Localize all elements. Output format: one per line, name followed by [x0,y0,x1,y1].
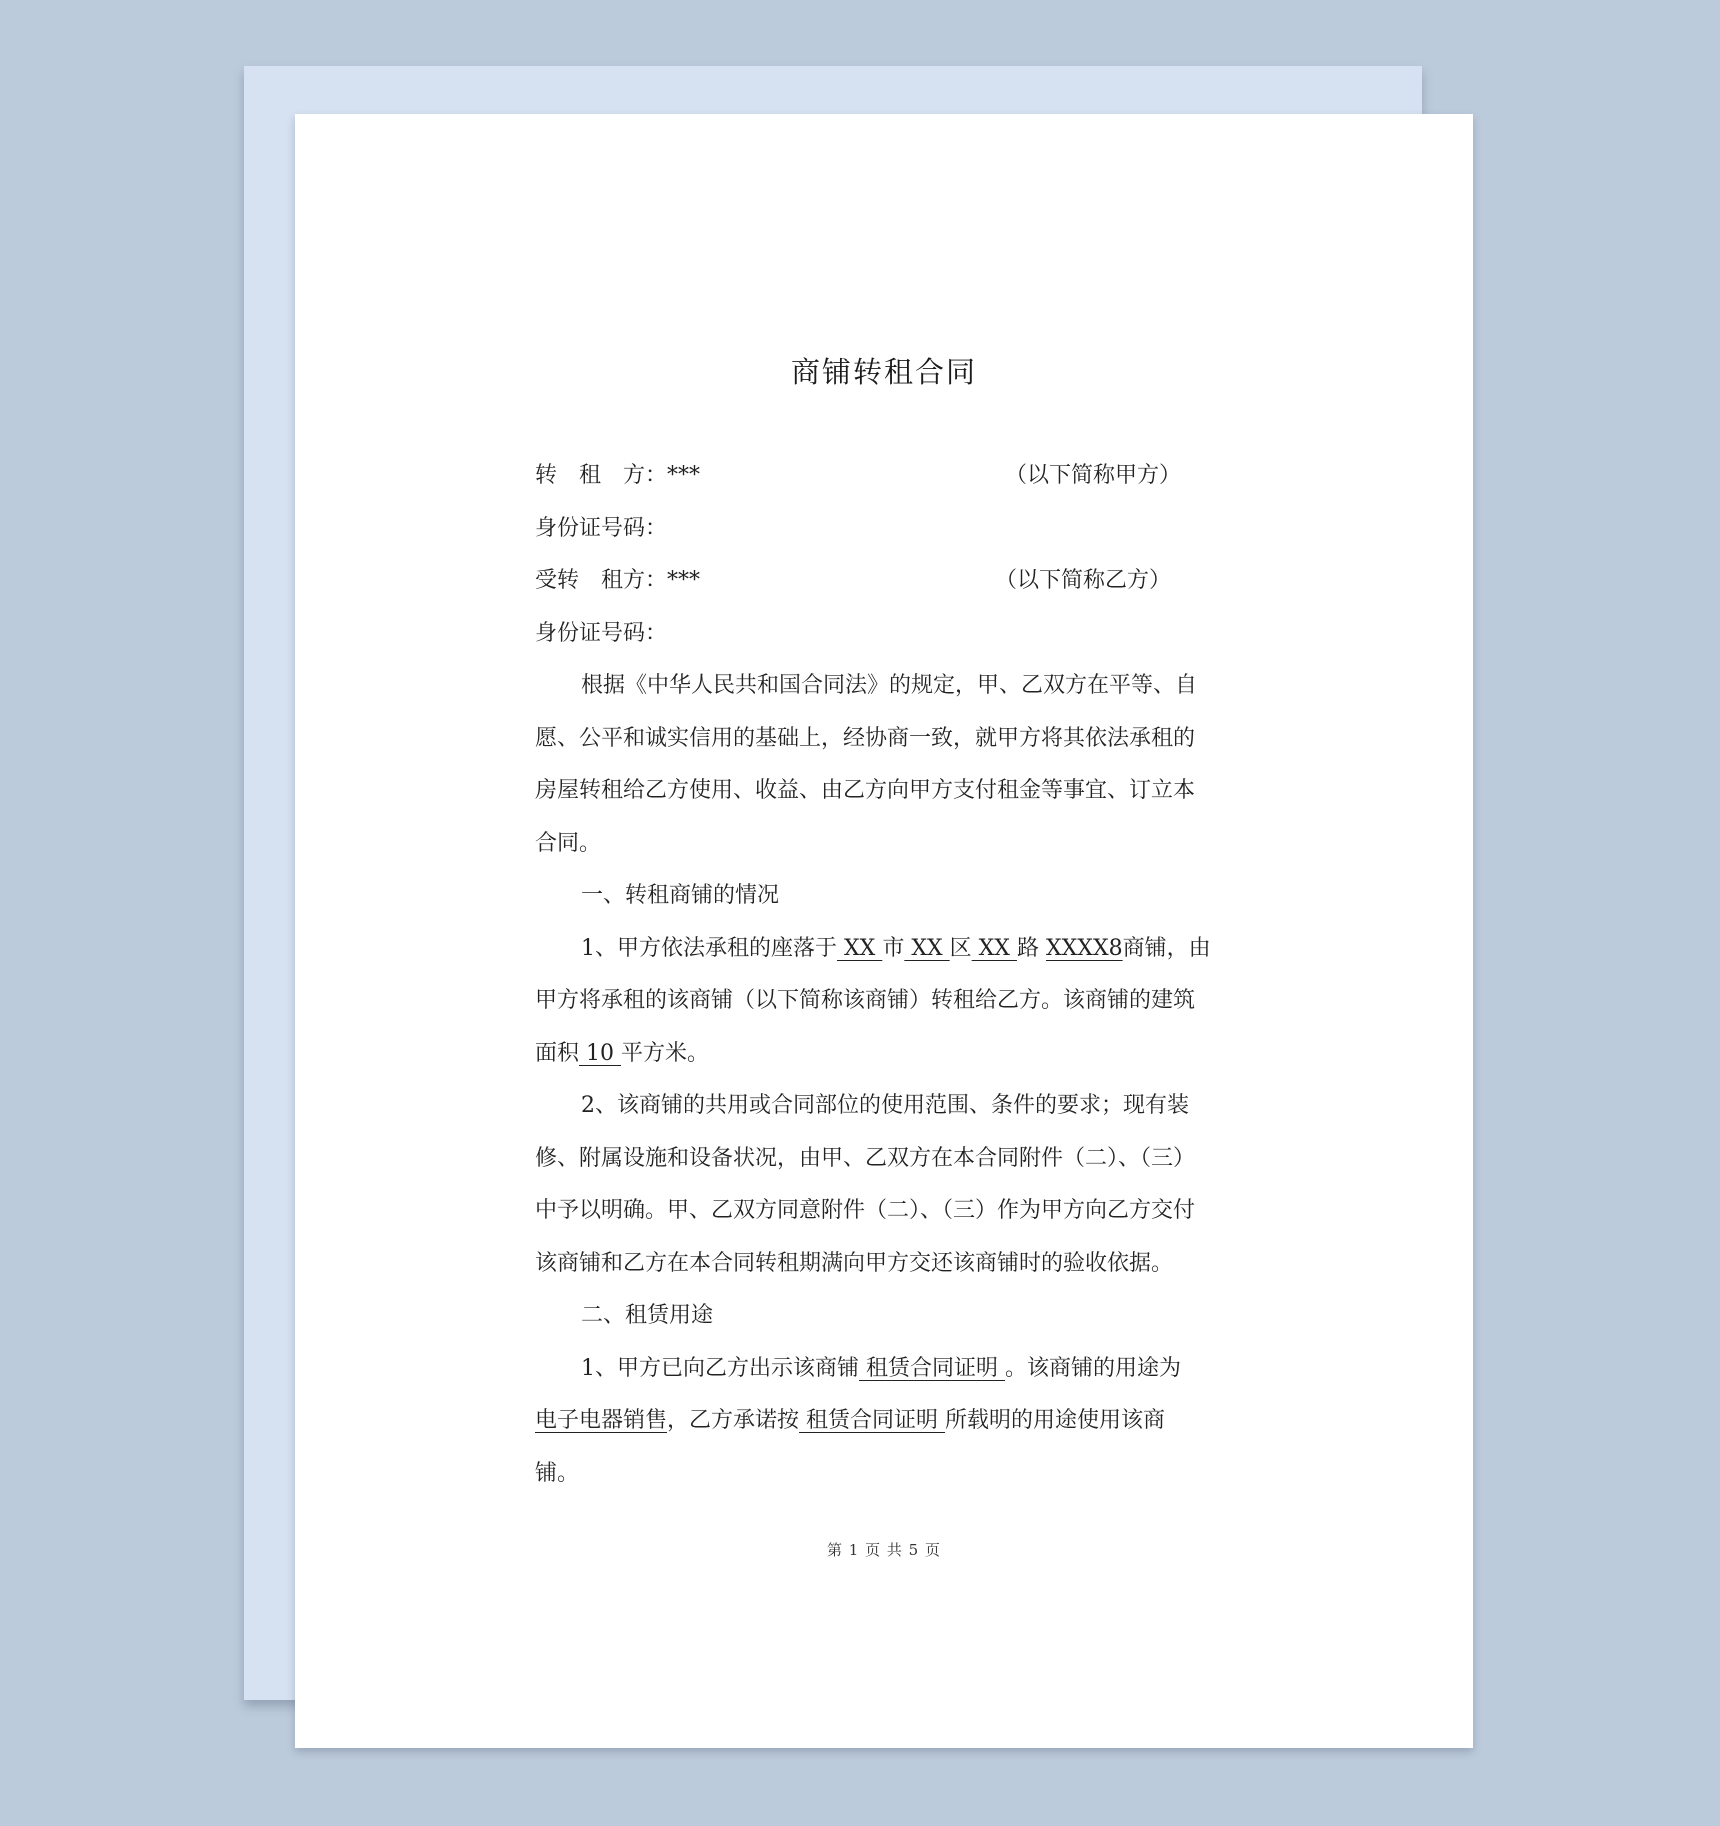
clause-text: 。该商铺的用途为 [1005,1355,1182,1381]
section1-item1-line-3 [535,1028,1235,1081]
document-title: 商铺转租合同 [790,355,977,389]
clause-text: 路 [1016,935,1039,961]
district-field: XX [904,935,950,961]
lessee-line [535,555,1235,608]
document-body [535,450,1235,1500]
lessee-note: （以下简称乙方） [995,568,1172,593]
use-field: 电子电器销售 [535,1408,668,1433]
number-field: XXXX8 [1045,935,1123,961]
section1-item1-line-2: 甲方将承租的该商铺（以下简称该商铺）转租给乙方。该商铺的建筑 [535,988,1196,1013]
section1-heading: 一、转租商铺的情况 [581,883,780,908]
section2-item1-line-3: 铺。 [535,1460,580,1486]
proof-field: 租赁合同证明 [859,1355,1005,1381]
page-number-footer: 第 1 页 共 5 页 [827,1541,941,1559]
section1-item2-line-3: 中予以明确。甲、乙双方同意附件（二）、（三）作为甲方向乙方交付 [535,1198,1196,1223]
lessor-label: 转 租 方：*** [535,463,701,488]
preamble-line-1: 根据《中华人民共和国合同法》的规定，甲、乙双方在平等、自 [581,673,1198,698]
clause-text: 所载明的用途使用该商 [945,1408,1166,1433]
lessee-id-label: 身份证号码： [535,620,668,646]
lessor-id-label: 身份证号码： [535,515,668,541]
lessor-line [535,450,1235,503]
clause-text: 1、甲方依法承租的座落于 [581,935,837,961]
section1-item1-line-1 [535,923,1235,976]
area-field: 10 [579,1040,621,1066]
preamble-line-3: 房屋转租给乙方使用、收益、由乙方向甲方支付租金等事宜、订立本 [535,778,1196,803]
section2-item1-line-1 [535,1343,1235,1396]
clause-text: 面积 [535,1040,580,1066]
clause-text: 区 [949,935,972,961]
section1-item2-line-2: 修、附属设施和设备状况，由甲、乙双方在本合同附件（二）、（三） [535,1145,1196,1171]
section1-item2-line-1: 2、该商铺的共用或合同部位的使用范围、条件的要求；现有装 [581,1093,1189,1118]
section2-item1-line-2 [535,1395,1235,1448]
lessor-note: （以下简称甲方） [1005,463,1182,488]
city-field: XX [837,935,883,961]
clause-text: ，乙方承诺按 [667,1408,800,1433]
lessee-label: 受转 租方：*** [535,568,701,593]
clause-text: 平方米。 [621,1040,710,1066]
clause-text: 市 [882,935,905,961]
lessee-id-line [535,608,1235,661]
preamble-line-2: 愿、公平和诚实信用的基础上，经协商一致，就甲方将其依法承租的 [535,725,1196,751]
lessor-id-line [535,503,1235,556]
section1-item2-line-4: 该商铺和乙方在本合同转租期满向甲方交还该商铺时的验收依据。 [535,1250,1174,1276]
clause-text: 商铺，由 [1122,935,1211,961]
proof-field: 租赁合同证明 [799,1408,946,1433]
clause-text: 1、甲方已向乙方出示该商铺 [581,1355,859,1381]
road-field: XX [971,935,1017,961]
section2-heading: 二、租赁用途 [581,1303,714,1328]
document-page [295,114,1473,1748]
preamble-line-4: 合同。 [535,830,602,856]
